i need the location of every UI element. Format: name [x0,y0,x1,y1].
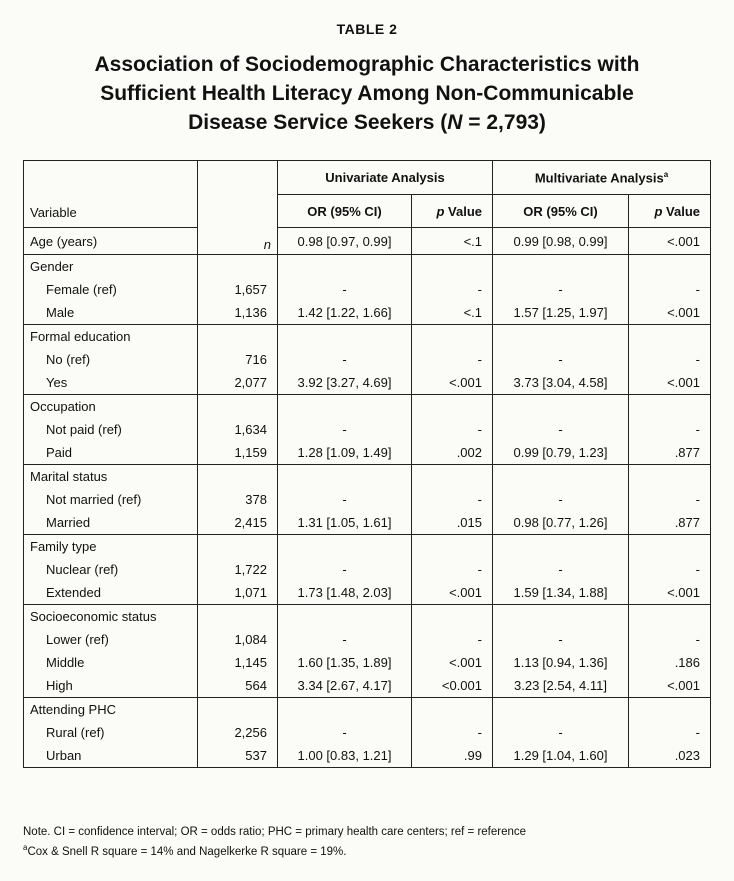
category-multi-or: 0.99 [0.79, 1.23] [513,445,608,460]
category-uni-p: <.1 [463,305,482,320]
table-notes [23,824,713,860]
table-group-row [24,465,711,535]
group-cell-var [24,325,198,395]
header-multi-p-value: Value [662,203,700,219]
category-multi-p: - [695,282,700,297]
header-n: n [198,161,278,255]
category-label: High [46,678,73,693]
group-header-spacer [499,395,622,418]
group-label: Socioeconomic status [30,609,157,624]
category-multi-or: - [558,725,563,740]
category-uni-or: 1.60 [1.35, 1.89] [297,655,392,670]
group-header-spacer [499,325,622,348]
category-n: 1,634 [234,422,267,437]
footnote [23,840,713,860]
category-uni-p: .99 [463,748,482,763]
category-multi-or: 1.29 [1.04, 1.60] [513,748,608,763]
category-multi-p: - [695,352,700,367]
group-header-spacer [204,605,267,628]
title-line-2: Sufficient Health Literacy Among Non-Communicable [100,82,634,105]
category-uni-p: - [477,352,482,367]
category-label: Not paid (ref) [46,422,122,437]
group-header-spacer [499,465,622,488]
group-cell-multi-p [629,605,711,698]
category-uni-p: - [477,632,482,647]
category-label: Extended [46,585,101,600]
category-multi-p: - [695,562,700,577]
category-uni-p: <.001 [449,375,482,390]
category-multi-p: - [695,422,700,437]
group-cell-multi-or [493,465,629,535]
header-uni-p [412,195,493,228]
category-uni-p: <0.001 [441,678,482,693]
group-cell-uni-or [278,395,412,465]
group-header-spacer [635,698,700,721]
category-uni-or: - [342,422,347,437]
group-cell-multi-or [493,325,629,395]
age-multi-or: 0.99 [0.98, 0.99] [493,228,629,255]
table-group-row [24,395,711,465]
category-uni-or: 1.00 [0.83, 1.21] [297,748,392,763]
category-multi-or: - [558,422,563,437]
category-n: 2,077 [234,375,267,390]
category-multi-or: - [558,282,563,297]
category-n: 1,722 [234,562,267,577]
category-n: 537 [245,748,267,763]
group-header-spacer [499,605,622,628]
footnote-marker: a [663,169,669,179]
group-cell-uni-p [412,698,493,768]
category-multi-or: - [558,562,563,577]
age-multi-p: <.001 [629,228,711,255]
category-label: Male [46,305,75,320]
group-cell-var [24,465,198,535]
group-header-spacer [204,325,267,348]
group-cell-n [198,535,278,605]
category-n: 564 [245,678,267,693]
group-cell-multi-p [629,325,711,395]
group-cell-var [24,605,198,698]
group-header-spacer [418,605,482,628]
results-table [23,160,711,768]
group-cell-uni-p [412,535,493,605]
group-cell-multi-p [629,395,711,465]
category-label: Middle [46,655,85,670]
group-header-spacer [499,698,622,721]
category-label: Not married (ref) [46,492,142,507]
category-label: No (ref) [46,352,91,367]
category-label: Urban [46,748,82,763]
table-group-row [24,535,711,605]
footnote-text: Cox & Snell R square = 14% and Nagelkerke R square = 19%. [27,845,347,858]
category-multi-p: - [695,632,700,647]
group-cell-uni-p [412,325,493,395]
group-cell-multi-or [493,605,629,698]
table-groups [24,255,711,768]
header-multivariate-label: Multivariate Analysis [534,170,664,186]
group-cell-n [198,605,278,698]
abbreviation-note: Note. CI = confidence interval; OR = odds ratio; PHC = primary health care centers; ref = reference [23,826,527,838]
group-header-spacer [418,325,482,348]
category-n: 2,415 [234,515,267,530]
header-uni-p-italic: p [436,203,445,219]
group-cell-n [198,465,278,535]
header-multivariate [493,161,711,195]
group-cell-var [24,698,198,768]
group-header-spacer [284,698,405,721]
category-uni-p: - [477,422,482,437]
header-multi-or: OR (95% CI) [493,195,629,228]
age-uni-p: <.1 [412,228,493,255]
category-multi-p: .186 [674,655,700,670]
category-uni-p: - [477,492,482,507]
group-cell-multi-or [493,255,629,325]
group-header-spacer [204,698,267,721]
group-cell-uni-or [278,535,412,605]
group-header-spacer [635,535,700,558]
group-cell-uni-or [278,325,412,395]
group-cell-multi-or [493,395,629,465]
category-multi-or: 0.98 [0.77, 1.26] [513,515,608,530]
category-n: 1,084 [234,632,267,647]
category-label: Lower (ref) [46,632,109,647]
category-multi-p: <.001 [667,585,700,600]
age-uni-or: 0.98 [0.97, 0.99] [278,228,412,255]
category-uni-p: .002 [456,445,482,460]
table-row-age [24,228,711,255]
group-header-spacer [418,395,482,418]
category-n: 378 [245,492,267,507]
category-uni-or: 1.42 [1.22, 1.66] [297,305,392,320]
age-label: Age (years) [24,228,198,255]
category-uni-or: - [342,632,347,647]
table-title [30,50,704,137]
category-n: 716 [245,352,267,367]
category-multi-p: <.001 [667,375,700,390]
group-cell-var [24,395,198,465]
title-n-symbol: N [447,111,463,134]
category-uni-p: - [477,562,482,577]
header-multi-p-italic: p [654,203,663,219]
group-cell-uni-p [412,255,493,325]
category-uni-or: - [342,282,347,297]
group-cell-uni-p [412,465,493,535]
title-line-1: Association of Sociodemographic Characteristics with [94,53,640,76]
category-label: Rural (ref) [46,725,105,740]
header-variable: Variable [24,161,198,228]
category-multi-or: 3.73 [3.04, 4.58] [513,375,608,390]
group-cell-multi-p [629,255,711,325]
group-header-spacer [284,465,405,488]
category-uni-p: .015 [456,515,482,530]
category-uni-or: 1.31 [1.05, 1.61] [297,515,392,530]
group-label: Marital status [30,469,108,484]
category-uni-or: - [342,725,347,740]
header-uni-or: OR (95% CI) [278,195,412,228]
group-header-spacer [499,535,622,558]
group-header-spacer [418,535,482,558]
group-cell-n [198,325,278,395]
title-line-3-prefix: Disease Service Seekers ( [188,111,448,134]
group-cell-uni-or [278,605,412,698]
group-cell-n [198,395,278,465]
category-multi-or: 1.59 [1.34, 1.88] [513,585,608,600]
category-n: 1,071 [234,585,267,600]
group-header-spacer [635,255,700,278]
category-uni-or: - [342,562,347,577]
category-uni-p: - [477,725,482,740]
category-uni-or: 3.34 [2.67, 4.17] [297,678,392,693]
category-label: Married [46,515,91,530]
title-line-3-suffix: = 2,793) [462,111,546,134]
footnote-sup: a [23,843,28,852]
category-multi-or: - [558,352,563,367]
category-uni-or: 1.73 [1.48, 2.03] [297,585,392,600]
table-group-row [24,698,711,768]
group-cell-uni-p [412,395,493,465]
group-header-spacer [284,605,405,628]
group-cell-uni-or [278,698,412,768]
group-label: Gender [30,259,74,274]
category-multi-p: .023 [674,748,700,763]
group-cell-n [198,698,278,768]
table-label: TABLE 2 [336,21,398,37]
category-label: Female (ref) [46,282,117,297]
group-header-spacer [635,605,700,628]
group-cell-multi-p [629,535,711,605]
category-uni-or: 3.92 [3.27, 4.69] [297,375,392,390]
group-label: Occupation [30,399,96,414]
header-row-groups [24,161,711,195]
category-uni-p: <.001 [449,585,482,600]
category-multi-or: - [558,632,563,647]
group-header-spacer [418,465,482,488]
category-uni-p: <.001 [449,655,482,670]
category-n: 2,256 [234,725,267,740]
category-uni-or: - [342,352,347,367]
category-n: 1,657 [234,282,267,297]
group-header-spacer [284,395,405,418]
group-cell-n [198,255,278,325]
group-header-spacer [418,698,482,721]
group-label: Family type [30,539,97,554]
group-cell-var [24,255,198,325]
category-n: 1,159 [234,445,267,460]
category-uni-or: - [342,492,347,507]
category-multi-or: 1.13 [0.94, 1.36] [513,655,608,670]
group-cell-multi-or [493,698,629,768]
group-cell-multi-p [629,698,711,768]
header-uni-p-value: Value [444,203,482,219]
group-header-spacer [204,255,267,278]
category-multi-or: - [558,492,563,507]
table-group-row [24,325,711,395]
category-multi-p: <.001 [667,305,700,320]
group-header-spacer [204,465,267,488]
category-multi-or: 3.23 [2.54, 4.11] [514,678,607,693]
category-label: Nuclear (ref) [46,562,119,577]
category-multi-p: - [695,725,700,740]
category-multi-or: 1.57 [1.25, 1.97] [513,305,608,320]
header-multi-p [629,195,711,228]
group-header-spacer [284,535,405,558]
category-multi-p: .877 [674,445,700,460]
group-header-spacer [635,325,700,348]
group-header-spacer [204,535,267,558]
category-n: 1,136 [234,305,267,320]
table-group-row [24,255,711,325]
category-n: 1,145 [234,655,267,670]
group-header-spacer [635,395,700,418]
group-header-spacer [284,255,405,278]
category-label: Yes [46,375,68,390]
group-cell-uni-or [278,255,412,325]
group-cell-multi-or [493,535,629,605]
category-multi-p: - [695,492,700,507]
group-cell-multi-p [629,465,711,535]
category-uni-or: 1.28 [1.09, 1.49] [297,445,392,460]
group-header-spacer [418,255,482,278]
group-label: Formal education [30,329,131,344]
group-header-spacer [499,255,622,278]
category-label: Paid [46,445,73,460]
group-label: Attending PHC [30,702,116,717]
group-header-spacer [204,395,267,418]
group-cell-uni-or [278,465,412,535]
group-header-spacer [284,325,405,348]
title-line-3 [30,108,704,137]
category-uni-p: - [477,282,482,297]
group-cell-uni-p [412,605,493,698]
category-multi-p: <.001 [667,678,700,693]
header-univariate: Univariate Analysis [278,161,493,195]
group-header-spacer [635,465,700,488]
category-multi-p: .877 [674,515,700,530]
group-cell-var [24,535,198,605]
table-group-row [24,605,711,698]
